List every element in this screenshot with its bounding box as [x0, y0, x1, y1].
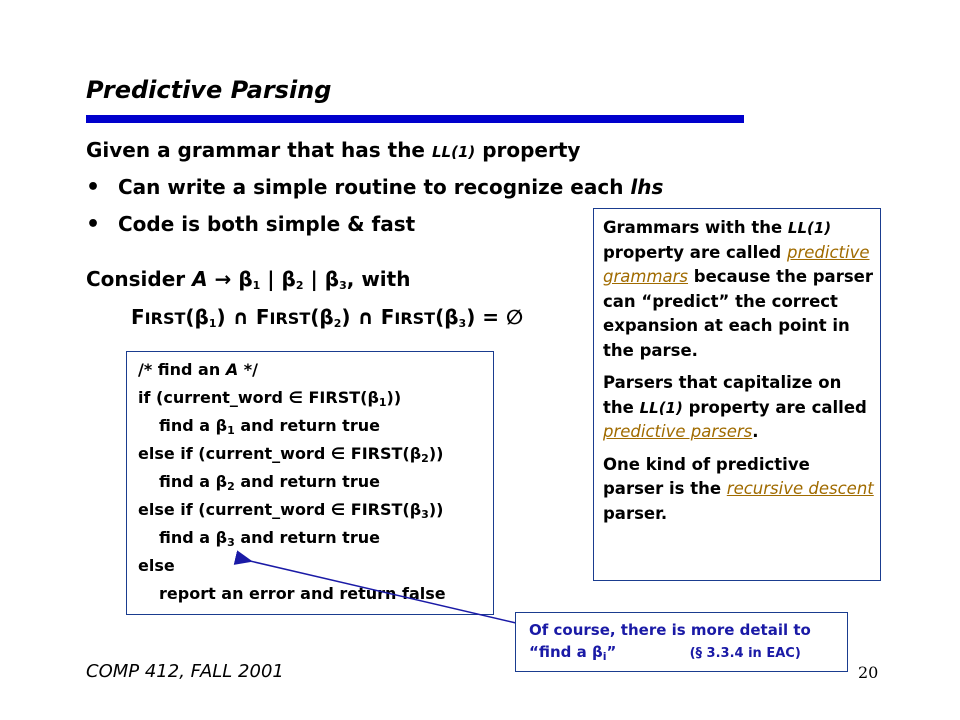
sidebar-text: Grammars with the — [603, 218, 788, 237]
slide-title: Predictive Parsing — [86, 76, 332, 104]
code-text: FIRST( — [350, 500, 410, 519]
sidebar-ll1: LL(1) — [787, 219, 832, 237]
subscript: 3 — [227, 536, 235, 549]
subscript: 3 — [339, 279, 347, 292]
sidebar-text: . — [752, 422, 759, 441]
code-text: and return true — [234, 416, 380, 435]
note-line-2 — [529, 643, 801, 663]
beta-symbol: β — [409, 500, 422, 519]
beta-symbol: β — [324, 267, 340, 291]
code-a: A — [225, 360, 239, 379]
element-of-symbol: ∈ — [330, 500, 346, 519]
subscript: 3 — [421, 508, 429, 521]
sidebar-text: because the parser can “predict” the correct expansion at each point in the parse. — [603, 267, 873, 360]
sidebar-text: One kind of predictive parser is the — [603, 454, 810, 498]
first-f: F — [255, 305, 270, 329]
note-line-1: Of course, there is more detail to — [529, 621, 811, 639]
subscript: 1 — [208, 317, 217, 330]
code-text: if (current_word — [138, 388, 289, 407]
code-text: FIRST( — [350, 444, 410, 463]
code-text: */ — [238, 360, 258, 379]
beta-symbol: β — [194, 305, 209, 329]
code-text: else if (current_word — [138, 500, 331, 519]
subscript: 3 — [458, 317, 467, 330]
element-of-symbol: ∈ — [330, 444, 346, 463]
sidebar-ll1: LL(1) — [639, 398, 683, 417]
subscript: 2 — [295, 279, 304, 292]
sidebar-text: property are called — [682, 397, 867, 417]
code-text: and return true — [234, 528, 380, 547]
code-text: find a — [159, 528, 216, 547]
code-text: )) — [428, 444, 444, 463]
section-reference: (§ 3.3.4 in EAC) — [689, 646, 801, 661]
code-text: find a — [159, 472, 216, 491]
code-text: find a — [159, 416, 216, 435]
subscript: 1 — [252, 279, 261, 292]
first-rest: IRST — [269, 309, 311, 328]
intersect-symbol: ∩ — [232, 305, 249, 329]
beta-symbol: β — [367, 388, 379, 407]
course-footer: COMP 412, FALL 2001 — [86, 661, 284, 682]
code-line-9: report an error and return false — [159, 584, 446, 603]
beta-symbol: β — [215, 416, 228, 435]
bullet-icon: • — [86, 212, 101, 237]
first-f: F — [380, 305, 395, 329]
code-text: )) — [386, 388, 402, 407]
with-text: , with — [346, 267, 411, 291]
beta-symbol: β — [319, 305, 334, 329]
arrow-line — [250, 561, 516, 623]
subscript: 2 — [421, 452, 429, 465]
sidebar-text: Parsers that capitalize on the — [603, 373, 842, 417]
first-f: F — [131, 305, 145, 329]
page-number: 20 — [858, 663, 879, 682]
sidebar-text: property are called — [603, 242, 787, 262]
recursive-descent-link[interactable]: recursive descent — [726, 479, 874, 498]
subscript: 1 — [227, 424, 235, 437]
bullet-1-lhs: lhs — [630, 175, 664, 199]
subscript: 1 — [378, 396, 387, 409]
subscript: 2 — [333, 317, 342, 330]
subscript: i — [602, 650, 607, 663]
bullet-1-text: Can write a simple routine to recognize each — [118, 175, 631, 199]
beta-symbol: β — [591, 643, 603, 661]
consider-text: Consider — [86, 267, 193, 291]
bullet-2-text: Code is both simple & fast — [118, 212, 416, 236]
alt-bar: | — [310, 267, 318, 291]
intro-text-post: property — [475, 138, 581, 162]
first-sets-line: $FIRST(\beta_1)$ ∩ $FIRST(\beta_2)$ ∩ $FIRST(\beta_3)$ = ∅ — [131, 305, 524, 330]
bullet-icon: • — [86, 175, 101, 200]
beta-symbol: β — [215, 472, 228, 491]
beta-symbol: β — [444, 305, 459, 329]
code-text: FIRST( — [308, 388, 368, 407]
alt-bar: | — [267, 267, 275, 291]
beta-symbol: β — [238, 267, 253, 291]
note-text: “find a — [529, 643, 592, 661]
arrow-symbol: → — [214, 267, 232, 291]
element-of-symbol: ∈ — [288, 388, 303, 407]
sidebar-text: parser. — [603, 503, 668, 523]
predictive-parsers-link[interactable]: predictive parsers — [603, 422, 753, 441]
subscript: 2 — [227, 480, 235, 493]
code-text: )) — [428, 500, 444, 519]
intro-ll1: LL(1) — [431, 143, 476, 161]
empty-set-symbol: ∅ — [506, 305, 524, 329]
beta-symbol: β — [281, 267, 296, 291]
first-rest: IRST — [144, 309, 186, 328]
code-text: and return true — [234, 472, 380, 491]
note-text: ” — [606, 643, 617, 661]
beta-symbol: β — [409, 444, 422, 463]
code-text: /* find an — [138, 360, 226, 379]
beta-symbol: β — [215, 528, 228, 547]
code-text: else if (current_word — [138, 444, 331, 463]
first-rest: IRST — [394, 309, 436, 328]
nonterminal-a: A — [192, 267, 208, 291]
predictive-grammars-link[interactable]: predictive grammars — [603, 242, 870, 286]
code-line-8: else — [138, 556, 175, 575]
intro-text-pre: Given a grammar that has the — [86, 138, 432, 162]
intersect-symbol: ∩ — [357, 305, 374, 329]
